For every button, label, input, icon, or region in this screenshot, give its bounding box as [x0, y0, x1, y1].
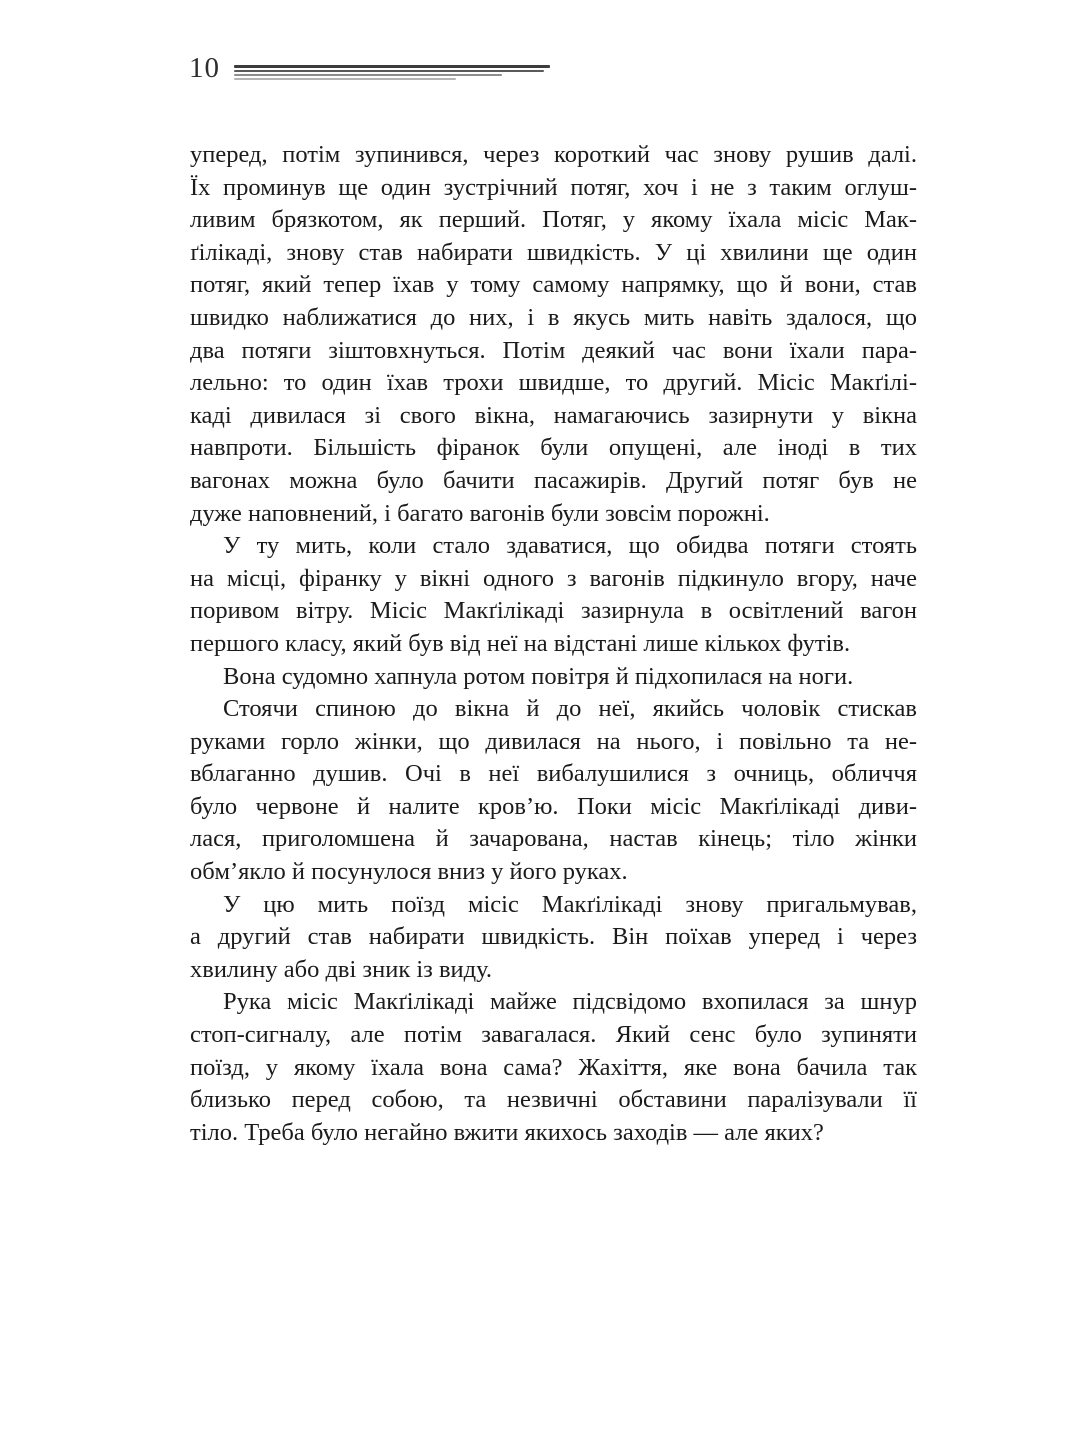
page-number: 10 — [189, 52, 220, 84]
header-ornament — [234, 65, 550, 80]
text-line: потяг, який тепер їхав у тому самому напрямку, що й вони, став — [190, 271, 917, 299]
text-line: два потяги зіштовхнуться. Потім деякий час вони їхали пара- — [190, 336, 917, 364]
text-line: лельно: то один їхав трохи швидше, то другий. Місіс Макґілі- — [190, 369, 917, 397]
text-line: руками горло жінки, що дивилася на нього, і повільно та не- — [190, 727, 917, 755]
text-line: Вона судомно хапнула ротом повітря й підхопилася на ноги. — [223, 662, 854, 690]
text-line: поривом вітру. Місіс Макґілікаді зазирнула в освітлений вагон — [190, 597, 917, 625]
text-line: близько перед собою, та незвичні обставини паралізували її — [190, 1086, 917, 1114]
text-line: стоп-сигналу, але потім завагалася. Який сенс було зупиняти — [190, 1021, 917, 1049]
text-line: уперед, потім зупинився, через короткий час знову рушив далі. — [190, 141, 917, 168]
text-line: поїзд, у якому їхала вона сама? Жахіття, яке вона бачила так — [190, 1053, 917, 1081]
text-line: вблаганно душив. Очі в неї вибалушилися з очниць, обличчя — [190, 760, 917, 788]
page-header — [0, 0, 1080, 110]
text-line: У ту мить, коли стало здаватися, що обидва потяги стоять — [223, 532, 917, 560]
text-line: лася, приголомшена й зачарована, настав кінець; тіло жінки — [190, 825, 917, 853]
text-line: вагонах можна було бачити пасажирів. Другий потяг був не — [190, 466, 917, 494]
text-line: дуже наповнений, і багато вагонів були зовсім порожні. — [190, 499, 770, 527]
body-text — [190, 139, 917, 1149]
text-line: тіло. Треба було негайно вжити якихось заходів — але яких? — [190, 1118, 824, 1146]
text-line: ливим брязкотом, як перший. Потяг, у якому їхала місіс Мак- — [190, 206, 917, 234]
text-line: обм’якло й посунулося вниз у його руках. — [190, 858, 628, 886]
text-line: першого класу, який був від неї на відстані лише кількох футів. — [190, 629, 851, 657]
text-line: Їх проминув ще один зустрічний потяг, хоч і не з таким оглуш- — [190, 173, 917, 201]
ornament-rule-1 — [234, 65, 550, 68]
text-line: Стоячи спиною до вікна й до неї, якийсь чоловік стискав — [223, 695, 917, 723]
ornament-rule-2 — [234, 70, 544, 72]
text-line: У цю мить поїзд місіс Макґілікаді знову пригальмував, — [223, 890, 917, 918]
text-line: було червоне й налите кров’ю. Поки місіс Макґілікаді диви- — [190, 792, 917, 820]
text-line: каді дивилася зі свого вікна, намагаючись зазирнути у вікна — [190, 401, 917, 429]
ornament-rule-3 — [234, 74, 502, 76]
text-line: хвилину або дві зник із виду. — [190, 955, 493, 983]
text-line: ґілікаді, знову став набирати швидкість. У ці хвилини ще один — [190, 238, 917, 266]
ornament-rule-4 — [234, 78, 456, 80]
text-line: на місці, фіранку у вікні одного з вагонів підкинуло вгору, наче — [190, 564, 917, 592]
text-line: швидко наближатися до них, і в якусь мить навіть здалося, що — [190, 303, 917, 331]
text-line: а другий став набирати швидкість. Він поїхав уперед і через — [190, 923, 917, 951]
text-line: навпроти. Більшість фіранок були опущені, але іноді в тих — [190, 434, 917, 462]
text-line: Рука місіс Макґілікаді майже підсвідомо вхопилася за шнур — [223, 988, 917, 1016]
